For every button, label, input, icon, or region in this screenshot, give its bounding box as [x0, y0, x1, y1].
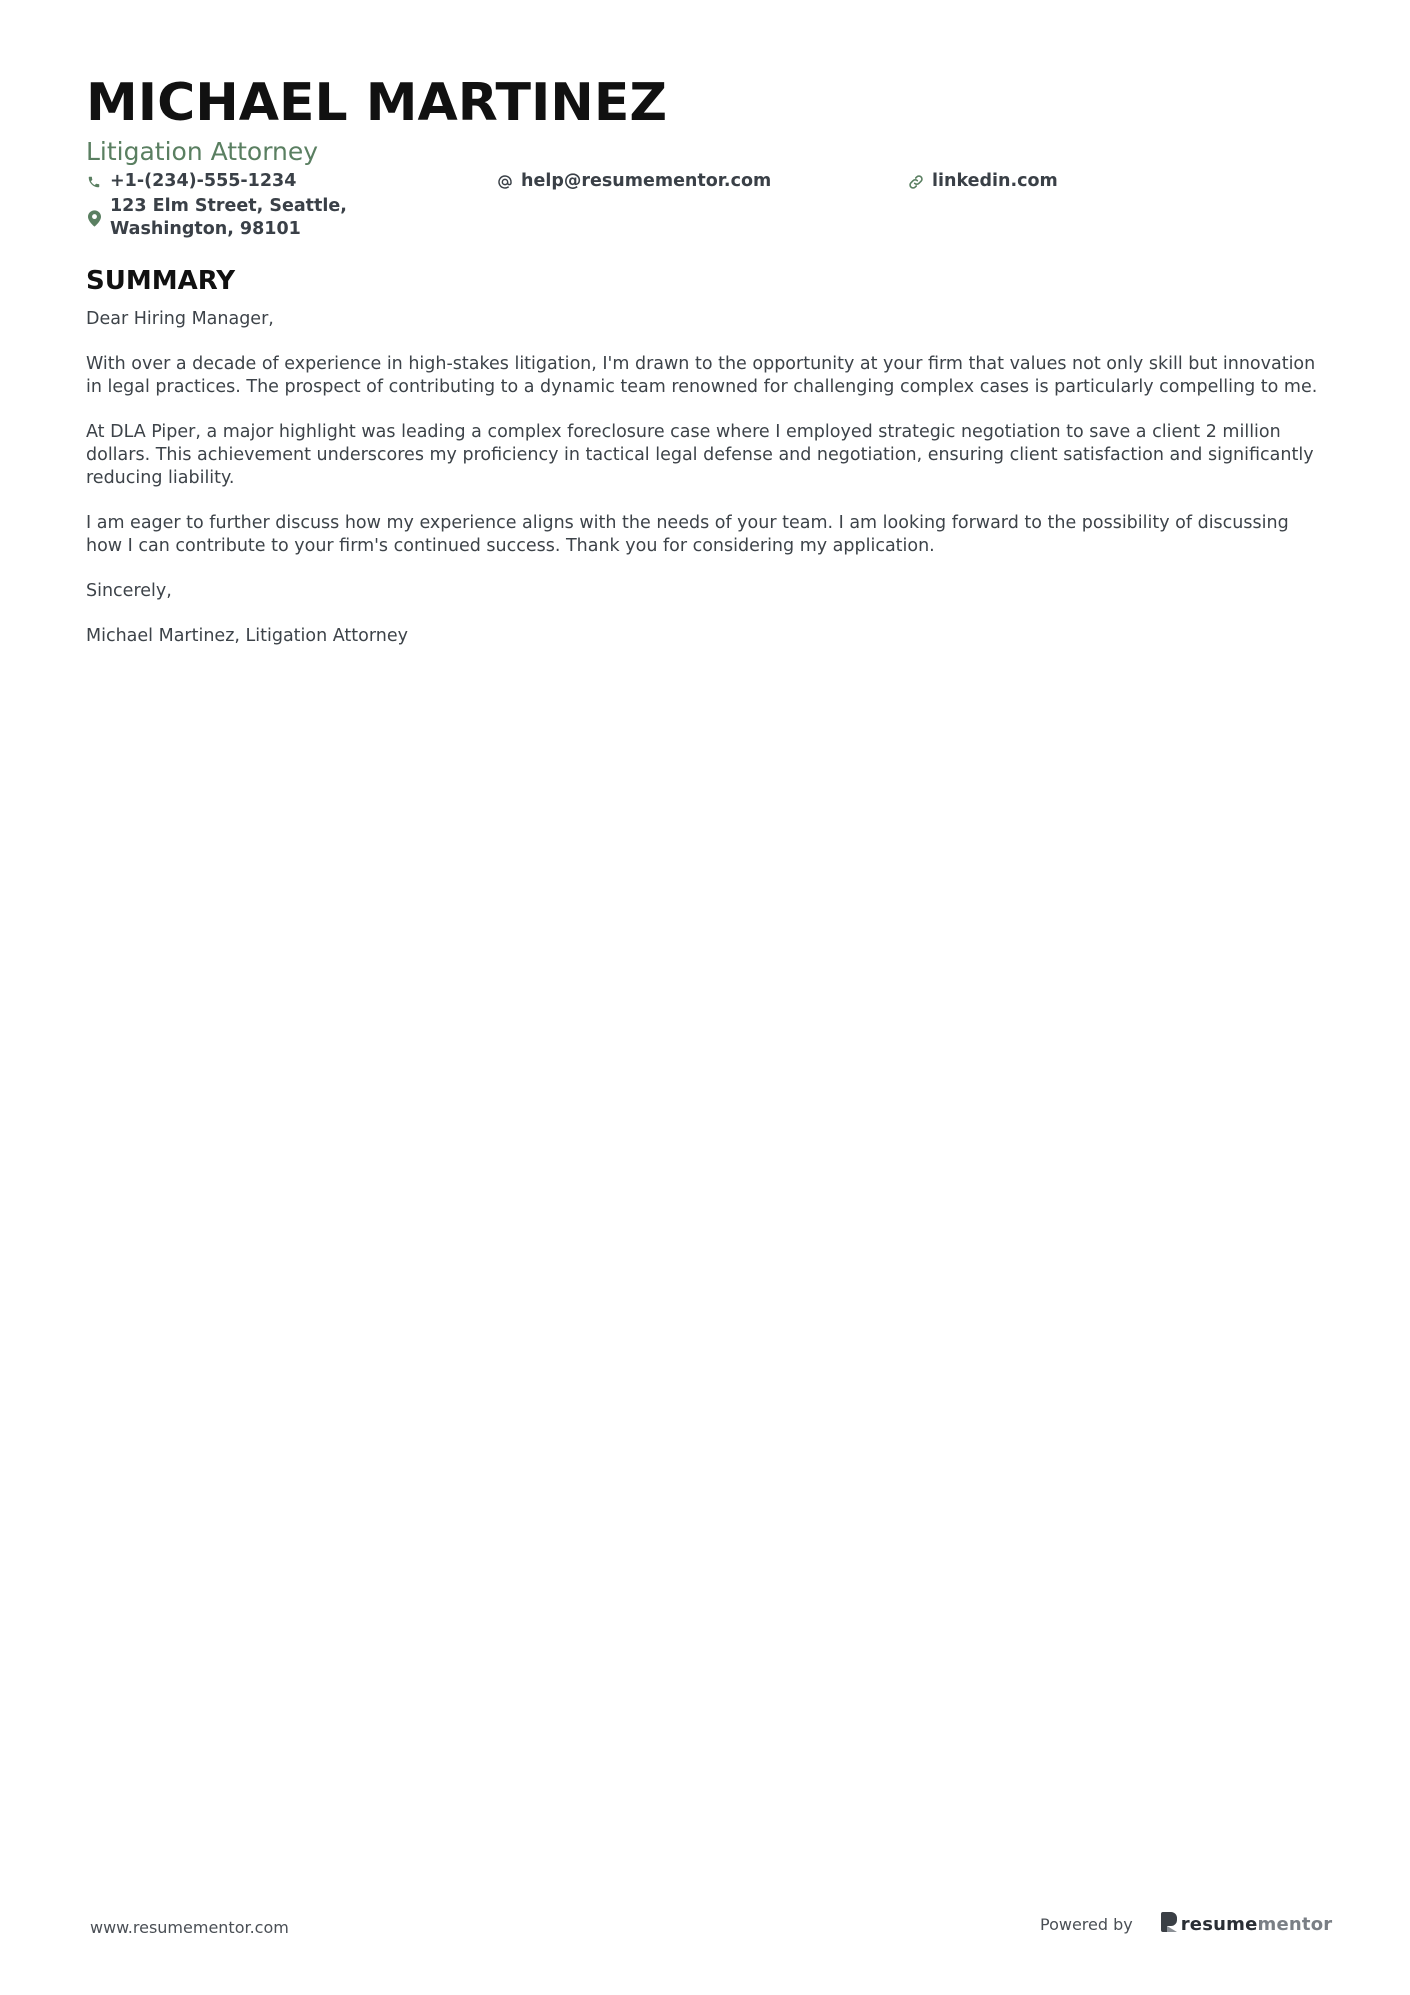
signature: Michael Martinez, Litigation Attorney — [86, 626, 408, 646]
summary-heading: SUMMARY — [86, 266, 236, 296]
location-pin-icon — [86, 195, 102, 241]
powered-by-label: Powered by — [1040, 1915, 1133, 1934]
resumementor-logo[interactable] — [1161, 1912, 1333, 1937]
link-icon — [908, 170, 924, 193]
brand-text-mentor: mentor — [1257, 1914, 1333, 1935]
at-icon — [497, 170, 513, 193]
summary-paragraph: At DLA Piper, a major highlight was leading a complex foreclosure case where I employed strategic negotiation to save a client 2 million dollars. This achievement underscores my proficiency in tactical legal defense and negotiation, ensuring client satisfaction and significantly reducing liability. — [86, 422, 1314, 488]
summary-body — [86, 308, 1326, 648]
phone-text: +1-(234)-555-1234 — [110, 171, 297, 191]
footer-branding — [1040, 1912, 1332, 1937]
email-text: help@resumementor.com — [521, 171, 772, 191]
candidate-name: MICHAEL MARTINEZ — [86, 73, 668, 133]
contact-info — [86, 170, 1326, 246]
cover-letter-page — [86, 68, 1326, 670]
summary-paragraph: I am eager to further discuss how my experience aligns with the needs of your team. I am looking forward to the possibility of discussing how I can contribute to your firm's continued success. Thank you for considering my application. — [86, 513, 1289, 556]
footer-website-link[interactable]: www.resumementor.com — [90, 1918, 289, 1937]
resumementor-logo-icon — [1161, 1912, 1177, 1937]
closing: Sincerely, — [86, 581, 172, 601]
job-title: Litigation Attorney — [86, 137, 319, 166]
website-text: linkedin.com — [932, 171, 1058, 191]
summary-paragraph: With over a decade of experience in high-stakes litigation, I'm drawn to the opportunity at your firm that values not only skill but innovation in legal practices. The prospect of contributing to a dynamic team renowned for challenging complex cases is particularly compelling to me. — [86, 354, 1318, 397]
contact-address — [86, 195, 446, 241]
salutation: Dear Hiring Manager, — [86, 309, 274, 329]
contact-phone[interactable] — [86, 170, 296, 193]
contact-email[interactable] — [497, 170, 771, 193]
address-text: 123 Elm Street, Seattle, Washington, 98101 — [110, 196, 347, 239]
phone-icon — [86, 170, 102, 193]
brand-text-resume: resume — [1180, 1914, 1258, 1935]
contact-website[interactable] — [908, 170, 1058, 193]
